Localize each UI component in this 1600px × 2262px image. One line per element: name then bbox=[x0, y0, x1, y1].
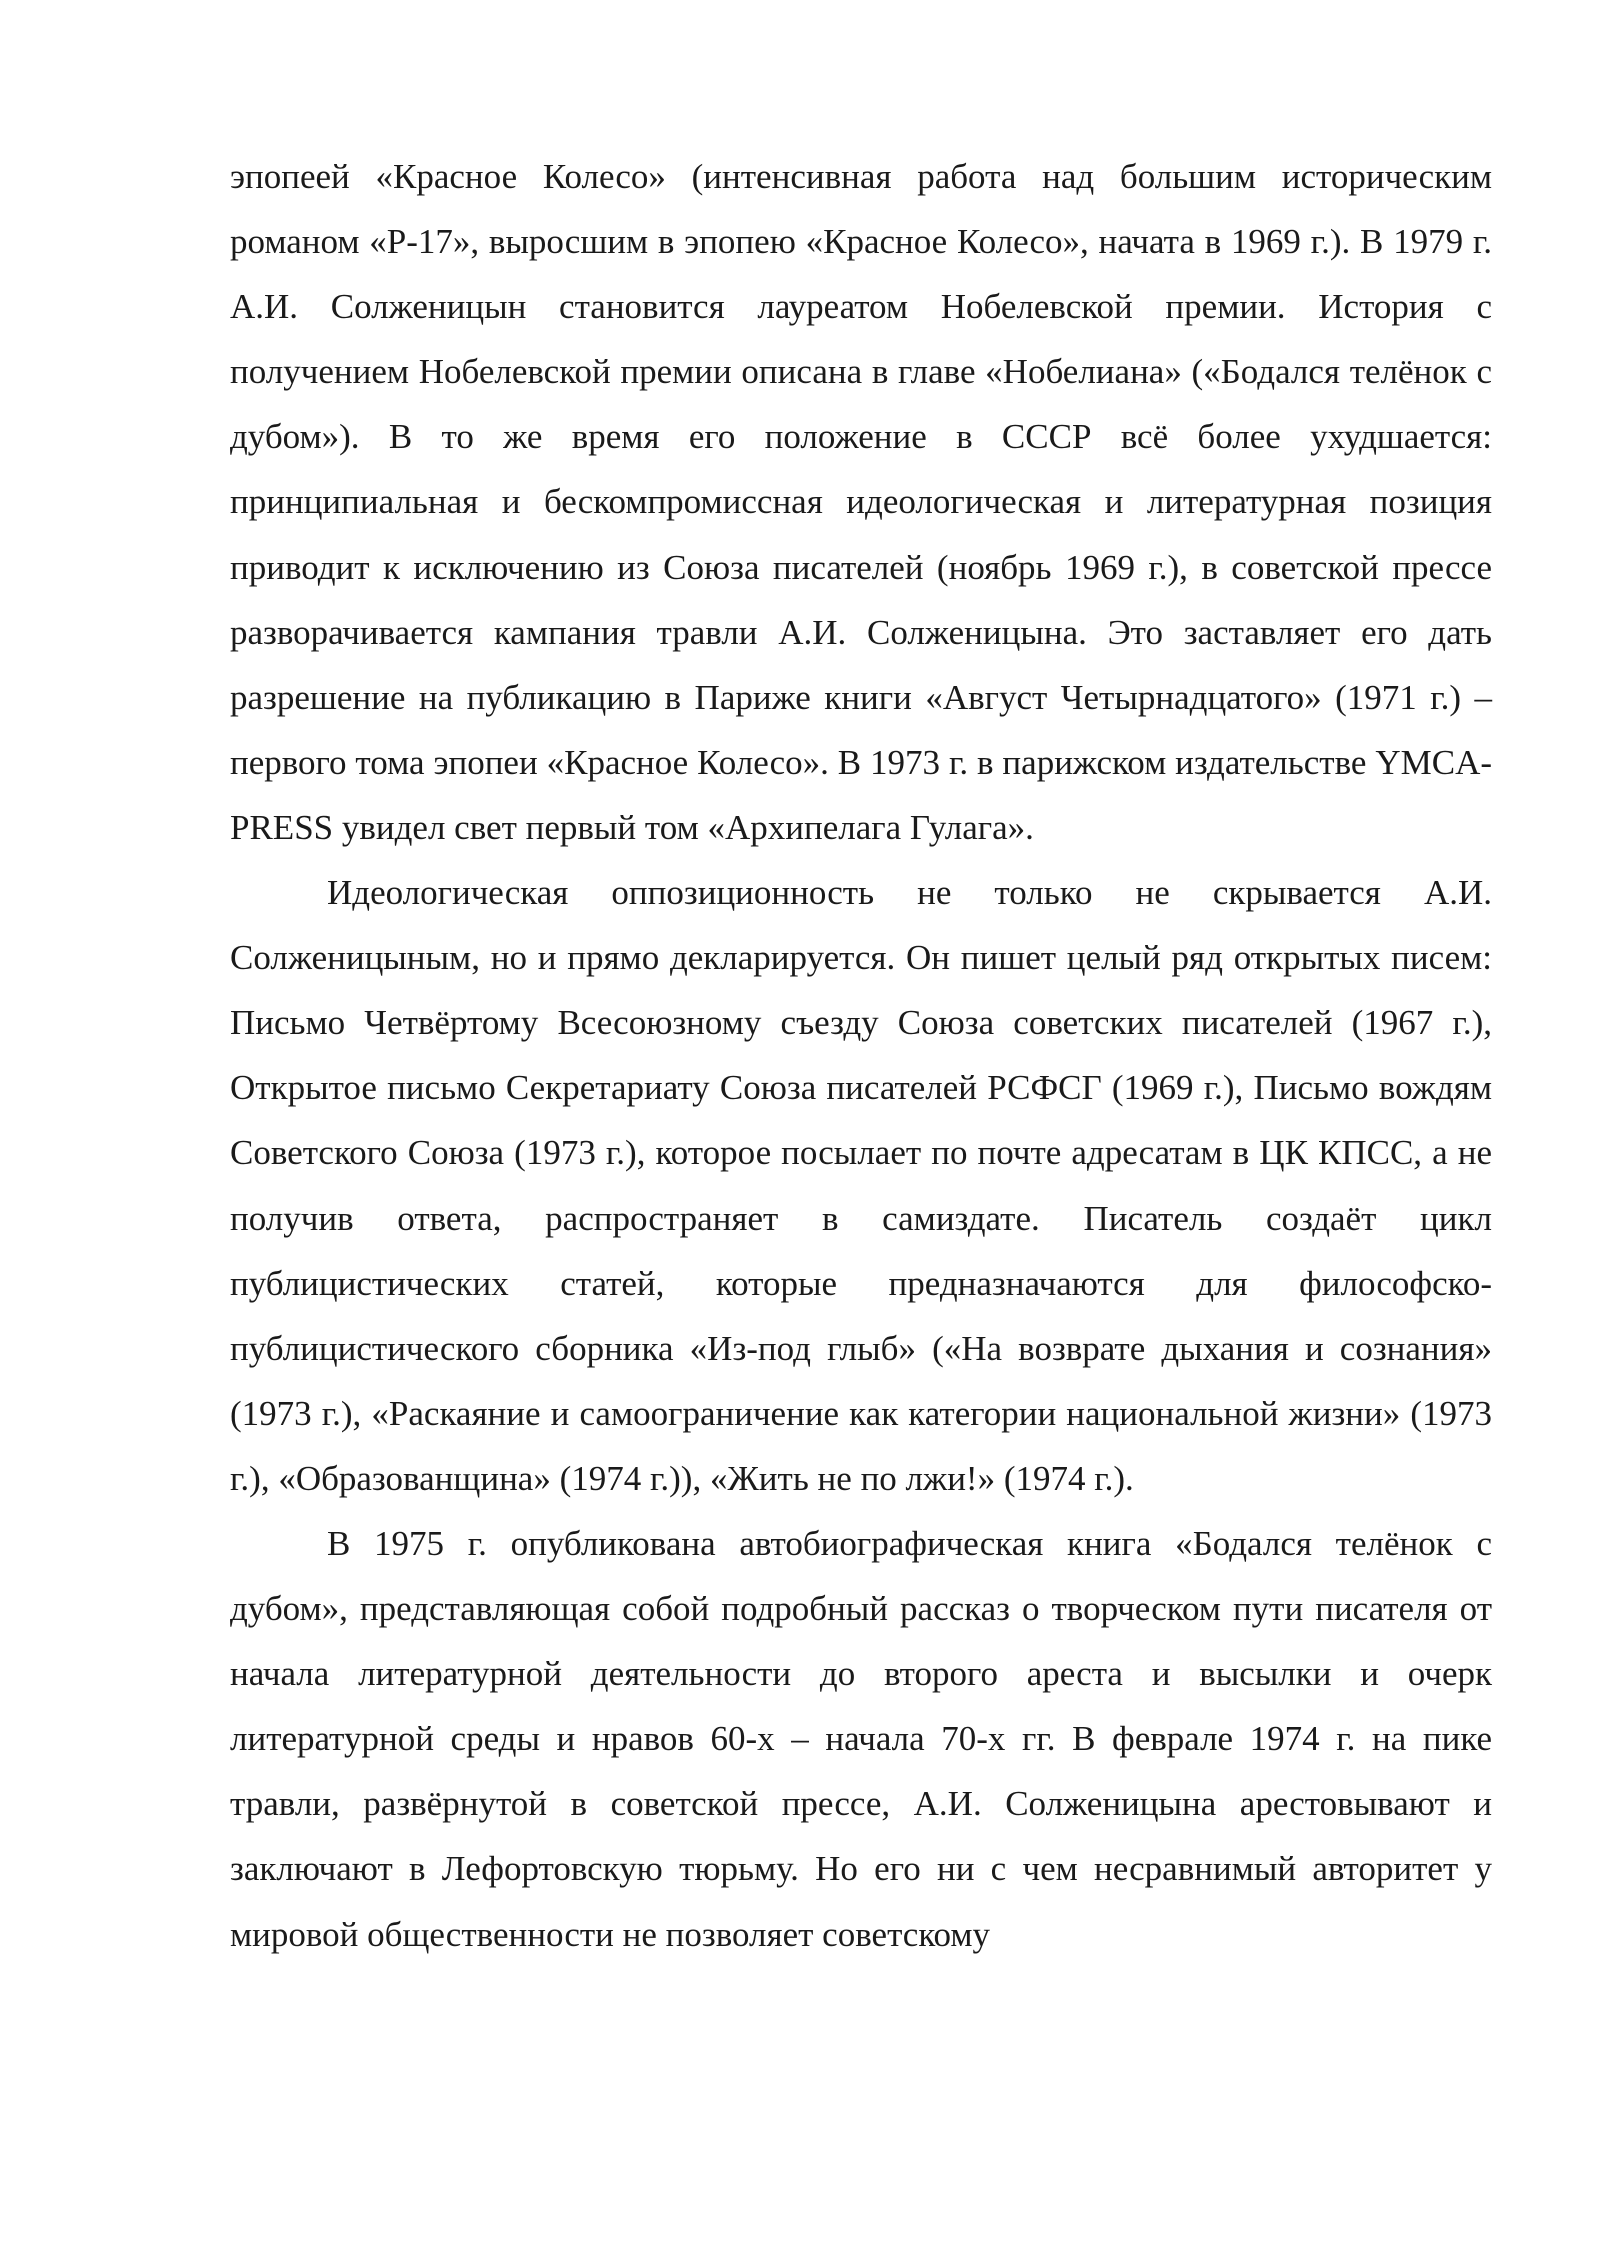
paragraph-ideological-opposition: Идеологическая оппозиционность не только не скрывается А.И. Солженицыным, но и прямо декларируется. Он пишет целый ряд открытых писем: Письмо Четвёртому Всесоюзному съезду Союза советских писателей (1967 г.), Открытое письмо Секретариату Союза писателей РСФСГ (1969 г.), Письмо вождям Советского Союза (1973 г.), которое посылает по почте адресатам в ЦК КПСС, а не получив ответа, распространяет в самиздате. Писатель создаёт цикл публицистических статей, которые предназначаются для философско-публицистического сборника «Из-под глыб» («На возврате дыхания и сознания» (1973 г.), «Раскаяние и самоограничение как категории национальной жизни» (1973 г.), «Образованщина» (1974 г.)), «Жить не по лжи!» (1974 г.). bbox=[230, 873, 1492, 1498]
document-body bbox=[230, 144, 1492, 1967]
paragraph-continuation: эпопеей «Красное Колесо» (интенсивная работа над большим историческим романом «Р-17», выросшим в эпопею «Красное Колесо», начата в 1969 г.). В 1979 г. А.И. Солженицын становится лауреатом Нобелевской премии. История с получением Нобелевской премии описана в главе «Нобелиана» («Бодался телёнок с дубом»). В то же время его положение в СССР всё более ухудшается: принципиальная и бескомпромиссная идеологическая и литературная позиция приводит к исключению из Союза писателей (ноябрь 1969 г.), в советской прессе разворачивается кампания травли А.И. Солженицына. Это заставляет его дать разрешение на публикацию в Париже книги «Август Четырнадцатого» (1971 г.) – первого тома эпопеи «Красное Колесо». В 1973 г. в парижском издательстве YMCA-PRESS увидел свет первый том «Архипелага Гулага». bbox=[230, 157, 1492, 847]
paragraph-1975-book: В 1975 г. опубликована автобиографическая книга «Бодался телёнок с дубом», представляющая собой подробный рассказ о творческом пути писателя от начала литературной деятельности до второго ареста и высылки и очерк литературной среды и нравов 60-х – начала 70-х гг. В феврале 1974 г. на пике травли, развёрнутой в советской прессе, А.И. Солженицына арестовывают и заключают в Лефортовскую тюрьму. Но его ни с чем несравнимый авторитет у мировой общественности не позволяет советскому bbox=[230, 1523, 1492, 1954]
